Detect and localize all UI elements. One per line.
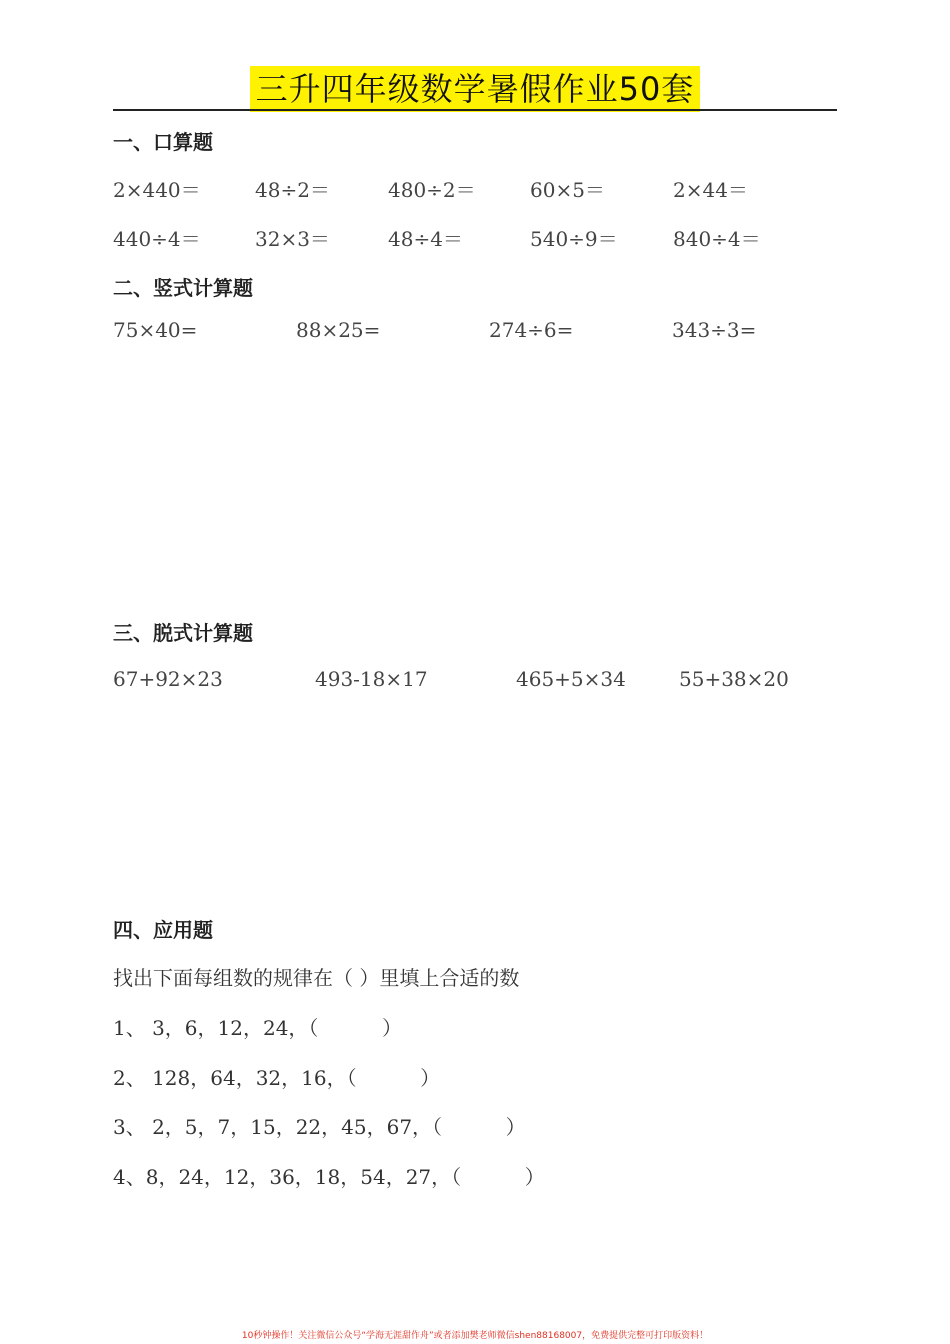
oral-item: 540÷9＝ (530, 227, 618, 251)
sequence-item: 3、 2，5，7，15，22，45，67，（ ） (113, 1115, 526, 1139)
oral-item: 60×5＝ (530, 178, 605, 202)
section3-heading: 三、脱式计算题 (113, 621, 253, 645)
footer-note: 10秒钟操作！关注微信公众号“学海无涯甜作舟”或者添加樊老师微信shen88168007，免费提供完整可打印版资料！ (241, 1331, 709, 1341)
vertical-item: 88×25= (296, 318, 381, 342)
oral-item: 440÷4＝ (113, 227, 201, 251)
section4-heading: 四、应用题 (113, 918, 213, 942)
title-rule (113, 109, 837, 111)
title-text: 三升四年级数学暑假作业50套 (250, 66, 701, 112)
oral-item: 32×3＝ (255, 227, 330, 251)
sequence-item: 2、 128，64，32，16，（ ） (113, 1066, 441, 1090)
oral-item: 48÷4＝ (388, 227, 463, 251)
page-title (0, 66, 950, 112)
step-item: 493-18×17 (315, 667, 428, 691)
step-item: 55+38×20 (679, 667, 789, 691)
vertical-item: 274÷6= (489, 318, 574, 342)
oral-item: 2×44＝ (673, 178, 748, 202)
sequence-item: 1、 3，6，12，24，（ ） (113, 1016, 403, 1040)
vertical-item: 343÷3= (672, 318, 757, 342)
oral-item: 840÷4＝ (673, 227, 761, 251)
instruction-text: 找出下面每组数的规律在（ ）里填上合适的数 (113, 966, 520, 990)
step-item: 67+92×23 (113, 667, 223, 691)
section1-heading: 一、口算题 (113, 130, 213, 154)
oral-item: 2×440＝ (113, 178, 201, 202)
vertical-item: 75×40= (113, 318, 198, 342)
step-item: 465+5×34 (516, 667, 626, 691)
oral-item: 480÷2＝ (388, 178, 476, 202)
sequence-item: 4、8，24，12，36，18，54，27，（ ） (113, 1165, 545, 1189)
oral-item: 48÷2＝ (255, 178, 330, 202)
section2-heading: 二、竖式计算题 (113, 276, 253, 300)
